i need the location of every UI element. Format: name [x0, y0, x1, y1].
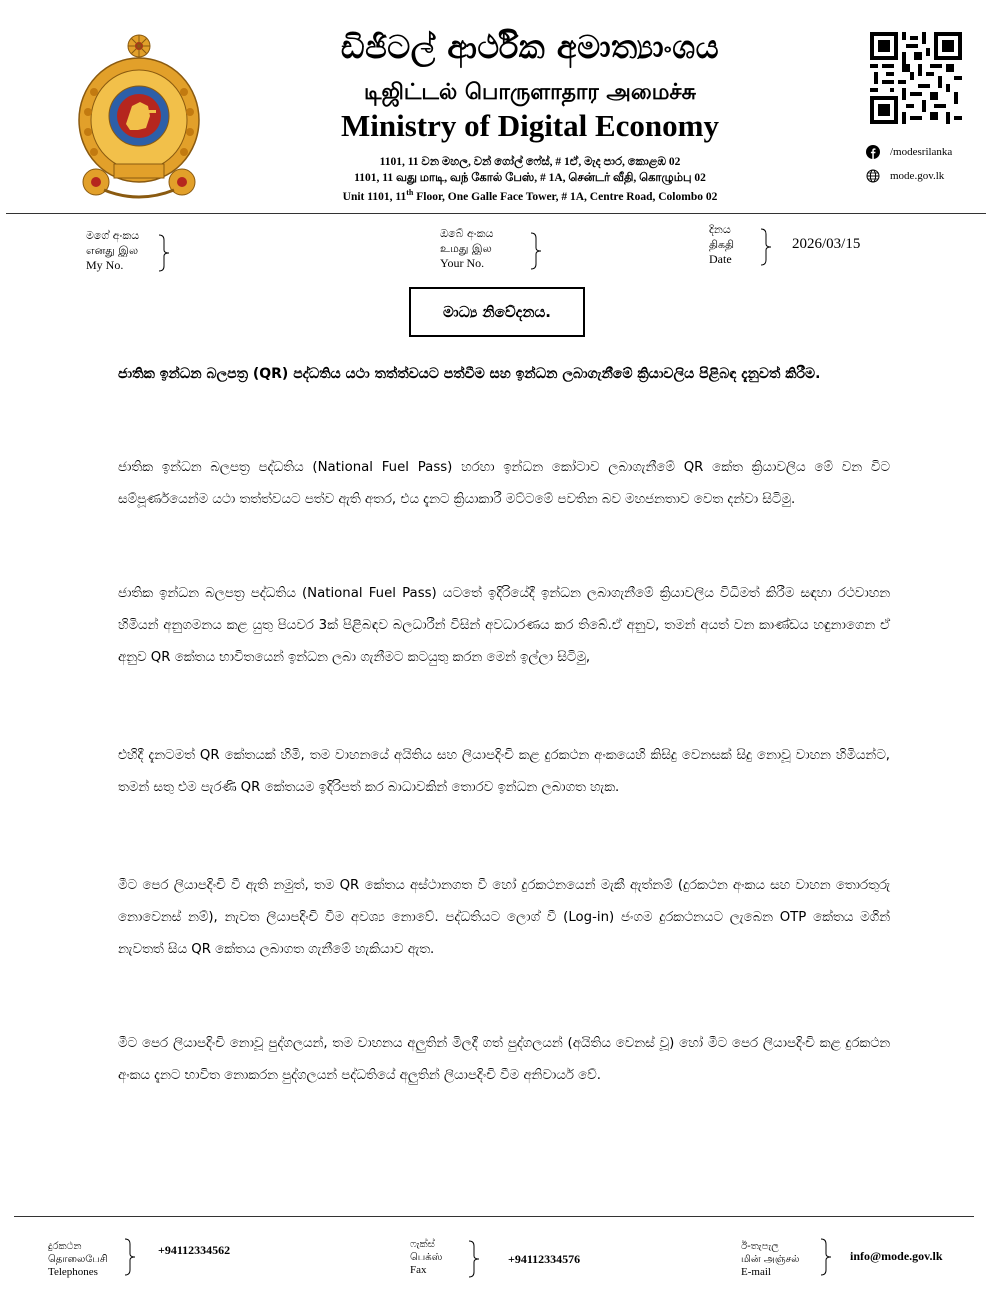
sri-lanka-emblem: [74, 32, 204, 200]
telephone-number[interactable]: +94112334562: [158, 1243, 231, 1257]
footer-divider: [14, 1216, 974, 1217]
qr-code[interactable]: [870, 32, 962, 124]
body-paragraph: එහිදී දැනටමත් QR කේතයක් හිමි, තම වාහනයේ අයිතිය සහ ලියාපදිංචි කළ දුරකථන අංකයෙහි කිසිදු වෙනසක් සිදු නොවූ වාහන හිමියන්ට, තමන් සතු එම පැරණි QR කේතයම ඉදිරිපත් කර බාධාවකින් තොරව ඉන්ධන ලබාගත හැක.: [118, 748, 890, 795]
globe-icon: [866, 169, 880, 183]
my-number-label: මගේ අංකය எனது இல My No.: [86, 229, 140, 272]
media-release-title: මාධ්‍ය නිවේදනය.: [409, 287, 585, 337]
body-paragraph: මීට පෙර ලියාපදිංචි නොවූ පුද්ගලයන්, තම වාහනය අලුතින් මිලදී ගත් පුද්ගලයන් (අයිතිය වෙනස් වූ) හෝ මීට පෙර ලියාපදිංචි කළ දුරකථන අංකය දැනට භාවිත නොකරන පුද්ගලයන් පද්ධතියේ අලුතින් ලියාපදිංචි වීම අනිවාර්ය වේ.: [118, 1036, 890, 1083]
header-divider: [6, 213, 986, 214]
facebook-link[interactable]: [866, 145, 952, 159]
address-sinhala: 1101, 11 වන මහල, වන් ගෝල් ෆේස්, # 1ඒ, මැද පාර, කොළඹ 02: [379, 156, 681, 168]
website-url: mode.gov.lk: [890, 170, 945, 182]
telephone-label: දුරකථන தொலைபேசி Telephones: [48, 1241, 108, 1278]
date-value: 2026/03/15: [792, 236, 861, 252]
your-number-label: ඔබේ අංකය உமது இல Your No.: [440, 227, 494, 270]
facebook-handle: /modesrilanka: [890, 146, 953, 158]
brace-icon: [820, 1238, 832, 1276]
brace-icon: [158, 234, 170, 272]
body-paragraph: ජාතික ඉන්ධන බලපත්‍ර පද්ධතිය (National Fuel Pass) හරහා ඉන්ධන කෝටාව ලබාගැනීමේ QR කේත ක්‍රියාවලිය මේ වන විට සම්පූර්ණයෙන්ම යථා තත්ත්වයට පත්ව ඇති අතර, එය දැනට ක්‍රියාකාරී මට්ටමේ පවතින බව මහජනතාව වෙත දන්වා සිටිමු.: [118, 460, 890, 507]
dharma-wheel-icon: [128, 35, 150, 57]
date-label: දිනය திகதி Date: [709, 223, 735, 266]
website-link[interactable]: [866, 169, 944, 183]
subject-heading: ජාතික ඉන්ධන බලපත්‍ර (QR) පද්ධතිය යථා තත්ත්වයට පත්වීම සහ ඉන්ධන ලබාගැනීමේ ක්‍රියාවලිය පිළිබඳ දැනුවත් කිරීම.: [118, 366, 821, 382]
fax-label: ෆැක්ස් பெக்ஸ் Fax: [410, 1239, 443, 1276]
address-tamil: 1101, 11 வது மாடி, வந் கோல் பேஸ், # 1A, சென்டர் வீதி, கொழும்பு 02: [354, 172, 706, 184]
facebook-icon: [866, 145, 880, 159]
fax-number: +94112334576: [508, 1252, 581, 1266]
body-paragraph: මීට පෙර ලියාපදිංචි වී ඇති නමුත්, තම QR කේතය අස්ථානගත වී හෝ දුරකථනයෙන් මැකී ඇත්නම් (දුරකථන අංකය සහ වාහන තොරතුරු නොවෙනස් නම්), නැවත ලියාපදිංචි වීම අවශ්‍ය නොවේ. පද්ධතියට ලොග් වී (Log-in) ජංගම දුරකථනයට ලැබෙන OTP කේතය මගින් නැවතත් සිය QR කේතය ලබාගත ගැනීමේ හැකියාව ඇත.: [118, 878, 890, 957]
brace-icon: [468, 1240, 480, 1278]
email-address[interactable]: info@mode.gov.lk: [850, 1249, 943, 1263]
email-label: ඊ-තැපැල மின் அஞ்சல் E-mail: [741, 1241, 800, 1278]
ministry-title-sinhala: ඩිජිටල් ආර්ථික අමාත්‍යාංශය: [340, 28, 720, 66]
brace-icon: [530, 232, 542, 270]
brace-icon: [124, 1238, 136, 1276]
brace-icon: [760, 228, 772, 266]
ministry-title-english: Ministry of Digital Economy: [341, 108, 719, 143]
body-paragraph: ජාතික ඉන්ධන බලපත්‍ර පද්ධතිය (National Fuel Pass) යටතේ ඉදිරියේදී ඉන්ධන ලබාගැනීමේ ක්‍රියාවලිය විධිමත් කිරීම සඳහා රථවාහන හිමියන් අනුගමනය කළ යුතු පියවර 3ක් පිළිබඳව බලධාරීන් විසින් අවධාරණය කර තිබේ.ඒ අනුව, තමන් අයත් වන කාණ්ඩය හඳුනාගෙන ඒ අනුව QR කේතය භාවිතයෙන් ඉන්ධන ලබා ගැනීමට කටයුතු කරන මෙන් ඉල්ලා සිටිමු,: [118, 586, 890, 665]
ministry-title-tamil: டிஜிட்டல் பொருளாதார அமைச்சு: [364, 80, 696, 105]
address-english: Unit 1101, 11th Floor, One Galle Face Tower, # 1A, Centre Road, Colombo 02: [342, 188, 718, 203]
